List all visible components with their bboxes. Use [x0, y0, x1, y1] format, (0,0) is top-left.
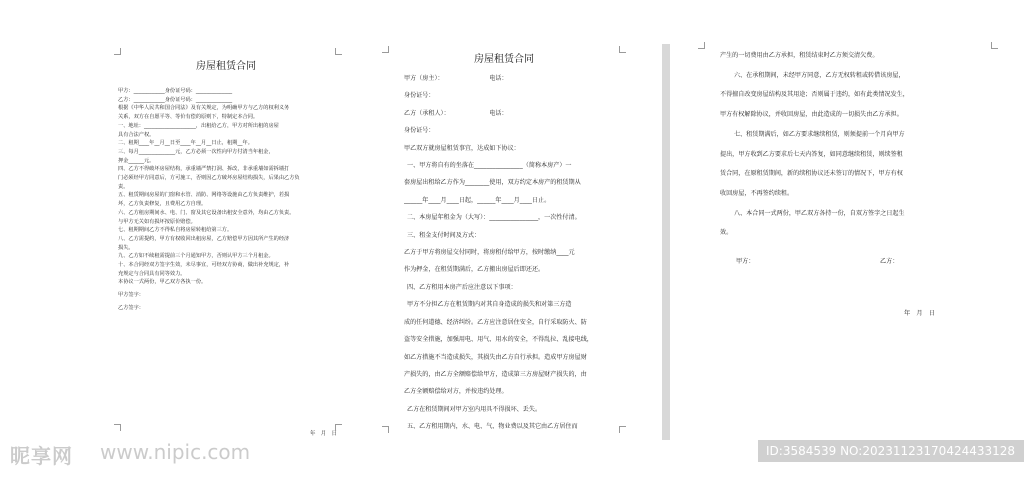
page3-line: 赁合同，在原租赁期间，新的续租协议还未签订的情况下，甲方有权 — [720, 170, 903, 178]
page1-line: 根据《中华人民共和国合同法》及有关规定，为明确甲方与乙方的权利义务 — [118, 105, 290, 112]
page2-line: 乙方在租赁期间对甲方室内用具不得损坏、丢失。 — [407, 405, 542, 413]
document-page-1 — [102, 44, 350, 470]
page2-line: 乙方全额赔偿给对方，并按违约处理。 — [404, 388, 508, 396]
page-divider — [662, 44, 670, 440]
page1-line: 押金______元。 — [118, 157, 155, 164]
document-page-3 — [690, 38, 1006, 470]
page-corner-mark — [114, 48, 121, 55]
watermark-id-bar: ID:3584539 NO:20231123170424433128 — [758, 440, 1024, 462]
page1-date: 年 月 日 — [310, 431, 337, 437]
page2-line: 二、本房屋年租金为（大写）：________________，一次性付清。 — [407, 214, 581, 222]
page2-line: 三、租金支付时间及方式： — [407, 231, 481, 239]
page1-line: 一、地址：____________________，出租给乙方，甲方对所出租的房屋 — [118, 122, 279, 129]
page-corner-mark — [335, 48, 342, 55]
page2-line: 作为押金，在租赁期满后，乙方搬出房屋后即还还。 — [404, 266, 545, 274]
page3-line: 收回房屋，不再签约续租。 — [720, 189, 794, 197]
page2-line: 身份证号： — [404, 92, 435, 100]
page-corner-mark — [698, 42, 705, 49]
page2-line: 套房屋出租给乙方作为________使用，双方约定本房产的租赁期从 — [404, 179, 581, 187]
page1-sign-b: 乙方签字： — [118, 304, 144, 311]
page3-line: 六、在承租期间，未经甲方同意，乙方无权转租或转借该房屋， — [734, 71, 905, 79]
page3-line: 产生的一切费用由乙方承担，租赁结束时乙方须交清欠费。 — [720, 52, 879, 59]
page2-title: 房屋租赁合同 — [474, 54, 534, 65]
page3-line: 不得擅自改变房屋结构及其用途；否则属于违约，如有此类情况发生， — [720, 91, 909, 99]
page-corner-mark — [382, 426, 389, 433]
page1-line: 责。 — [118, 183, 129, 190]
page1-line: 关系，双方在自愿平等、等价有偿的原则下，特制定本合同。 — [118, 114, 259, 121]
page3-party-a: 甲方： — [736, 258, 755, 265]
page1-line: 门必须经甲方同意后，方可施工，否则因乙方破坏房屋结构损失，后果由乙方负 — [118, 175, 300, 182]
page1-line: 十、本合同经双方签字生效，未尽事宜，可经双方协商，做出补充规定，补 — [118, 262, 290, 269]
page1-line: 三、每月______________元，乙方必须一次性向甲方付清当年租金， — [118, 148, 274, 155]
page1-line: 损失。 — [118, 244, 134, 251]
page1-line: 甲方：____________身份证号码：______________ — [118, 88, 233, 94]
page2-line: 甲方不分担乙方在租赁期内对其自身造成的损失和对第三方造 — [407, 301, 572, 309]
page2-line: 乙方（承租人）： 电话： — [404, 109, 508, 117]
page-corner-mark — [619, 46, 626, 53]
page1-line: 五、租赁期间房屋的门窗和水管、消防、网络等设施由乙方负责维护，若损 — [118, 192, 290, 199]
document-page-2 — [376, 44, 632, 470]
watermark-site: www.nipic.com — [100, 440, 251, 464]
watermark-logo: 昵享网 — [10, 444, 73, 468]
page2-line: 身份证号： — [404, 127, 435, 135]
page2-line: ______年____月____日起，______年____月____日止。 — [404, 196, 551, 204]
page3-date: 年 月 日 — [904, 310, 935, 317]
page2-line: 甲乙双方就房屋租赁事宜，达成如下协议： — [404, 144, 520, 152]
page3-line: 提出，甲方收到乙方要求后七天内答复，如同意继续租赁，则续签租 — [720, 150, 903, 158]
page2-line: 如乙方措施不当造成损失，其损失由乙方自行承担。造成甲方房屋财 — [404, 353, 587, 361]
page3-line: 八、本合同一式两份，甲乙双方各持一份，自双方签字之日起生 — [734, 209, 905, 217]
page2-line: 产损失的，由乙方全额赔偿给甲方，造成第三方房屋财产损失的，由 — [404, 370, 587, 378]
page3-body — [720, 46, 982, 243]
page1-line: 坏，乙方负责修复，且费用乙方自理。 — [118, 201, 207, 208]
page1-line: 六、乙方租房期间水、电、门、窗及其它设备出租安全意外，均由乙方负责。 — [118, 209, 295, 216]
page2-line: 四、乙方租用本房产后应注意以下事项： — [407, 283, 517, 291]
page1-line: 充规定与合同具有同等效力。 — [118, 270, 186, 277]
page-corner-mark — [382, 46, 389, 53]
page1-line: 七、租期期间乙方不得私自将房屋转租给第三方。 — [118, 227, 233, 234]
page2-line: 成的任何道德、经济纠纷。乙方应注意居住安全，自行采取防火、防 — [404, 318, 587, 326]
page-corner-mark — [619, 426, 626, 433]
page1-line: 九、乙方如不续租需提前三个月通知甲方，否则认甲方三个月租金。 — [118, 253, 274, 260]
page2-body — [404, 70, 630, 436]
page3-line: 七、租赁期满后，如乙方要求继续租赁，则须提前一个月向甲方 — [734, 130, 905, 138]
page2-line: 盗等安全措施，加强用电、用气、用水的安全，不得乱拉、乱接电线， — [404, 336, 593, 344]
page3-line: 甲方有权解除协议，并收回房屋，由此造成的一切损失由乙方承担。 — [720, 111, 903, 119]
page1-sign-a: 甲方签字： — [118, 292, 144, 299]
page1-line: 具有合法产权。 — [118, 131, 155, 138]
page2-line: 甲方（房主）： 电话： — [404, 75, 508, 82]
page2-line: 五、乙方租用期内，水、电、气、物业费以及其它由乙方居住而 — [407, 423, 578, 431]
page1-line: 乙方：____________身份证号码：______________ — [118, 96, 233, 103]
page1-line: 二、租期____年__月__日至____年__月__日止，租期__年。 — [118, 140, 253, 147]
page2-line: 一、甲方将自有的坐落在________________（简称本房产）一 — [407, 162, 572, 170]
page2-line: 乙方于甲方将房屋交付同时，将房租付给甲方，按时缴纳____元 — [404, 249, 575, 257]
page1-line: 本协议一式两份，甲乙双方各执一份。 — [118, 279, 207, 286]
page1-line: 八、乙方需提约，甲方有权收回出租房屋，乙方赔偿甲方因其所产生的经济 — [118, 235, 290, 242]
page3-line: 效。 — [720, 229, 733, 237]
page1-body — [118, 87, 342, 313]
page1-line: 与甲方无关如有损坏按原价赔偿。 — [118, 218, 196, 225]
page3-party-b: 乙方： — [880, 258, 899, 265]
page-corner-mark — [335, 424, 342, 431]
page-corner-mark — [991, 42, 998, 49]
page-corner-mark — [114, 424, 121, 431]
page1-title: 房屋租赁合同 — [196, 61, 256, 72]
page1-line: 四、乙方不得破坏房屋结构，承重墙严禁打洞、拆改，非承重墙如需拆墙打 — [118, 166, 290, 173]
